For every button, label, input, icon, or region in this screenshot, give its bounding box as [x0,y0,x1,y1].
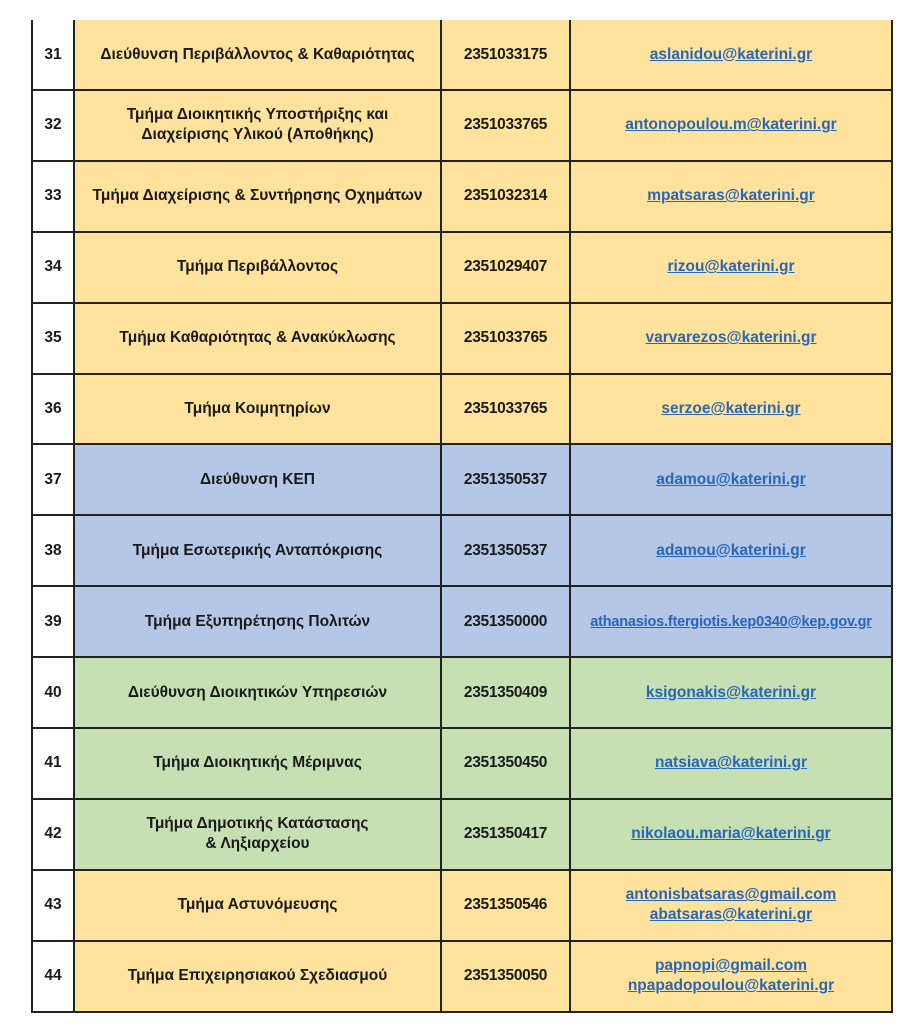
row-number: 37 [33,445,75,514]
row-number: 42 [33,800,75,869]
table-row [33,89,891,160]
email-cell [571,658,891,727]
email-cell [571,91,891,160]
table-row [33,20,891,89]
phone-number: 2351350417 [442,800,571,869]
email-cell [571,20,891,89]
table-row [33,798,891,869]
phone-number: 2351033175 [442,20,571,89]
department-name [75,162,442,231]
department-name-line: Τμήμα Περιβάλλοντος [176,258,339,276]
department-name-line: Τμήμα Διοικητικής Μέριμνας [153,754,362,772]
email-cell [571,800,891,869]
department-name-line: Τμήμα Αστυνόμευσης [177,896,338,914]
row-number: 36 [33,375,75,444]
department-name-line: Τμήμα Διοικητικής Υποστήριξης και [126,106,389,124]
department-name [75,800,442,869]
department-name [75,516,442,585]
row-number: 41 [33,729,75,798]
department-name [75,587,442,656]
department-name-line: Τμήμα Δημοτικής Κατάστασης [146,815,369,833]
table-row [33,302,891,373]
table-row [33,373,891,444]
email-cell [571,162,891,231]
row-number: 35 [33,304,75,373]
row-number: 40 [33,658,75,727]
email-link[interactable]: antonopoulou.m@katerini.gr [625,116,837,134]
email-link[interactable]: serzoe@katerini.gr [661,400,801,417]
email-link[interactable]: aslanidou@katerini.gr [649,45,813,63]
row-number: 39 [33,587,75,656]
email-cell [571,516,891,585]
email-cell [571,445,891,514]
email-link[interactable]: varvarezos@katerini.gr [645,329,817,347]
department-name [75,445,442,514]
email-cell [571,587,891,656]
email-link[interactable]: nikolaou.maria@katerini.gr [631,825,831,843]
department-name-line: Διεύθυνση Περιβάλλοντος & Καθαριότητας [100,45,415,63]
department-name [75,729,442,798]
department-name [75,233,442,302]
department-name-line: Διεύθυνση ΚΕΠ [200,470,315,488]
department-name [75,871,442,940]
department-name [75,658,442,727]
department-name [75,942,442,1011]
email-cell [571,233,891,302]
row-number: 33 [33,162,75,231]
email-cell [571,729,891,798]
table-row [33,585,891,656]
email-cell [571,304,891,373]
department-name [75,91,442,160]
email-link[interactable]: rizou@katerini.gr [667,258,795,276]
phone-number: 2351350000 [442,587,571,656]
email-link[interactable]: athanasios.ftergiotis.kep0340@kep.gov.gr [590,613,872,630]
email-cell [571,942,891,1011]
phone-number: 2351033765 [442,304,571,373]
table-row [33,160,891,231]
department-name [75,375,442,444]
department-name [75,304,442,373]
department-name-line: Τμήμα Επιχειρησιακού Σχεδιασμού [127,967,388,985]
email-cell [571,375,891,444]
row-number: 43 [33,871,75,940]
phone-number: 2351029407 [442,233,571,302]
department-name-line: Διαχείρισης Υλικού (Αποθήκης) [141,126,374,144]
email-link[interactable]: papnopi@gmail.com [654,957,808,975]
phone-number: 2351033765 [442,91,571,160]
table-row [33,656,891,727]
phone-number: 2351350450 [442,729,571,798]
row-number: 44 [33,942,75,1011]
department-name [75,20,442,89]
department-name-line: & Ληξιαρχείου [205,835,310,853]
email-link[interactable]: natsiava@katerini.gr [654,754,808,772]
table-row [33,231,891,302]
row-number: 34 [33,233,75,302]
phone-number: 2351032314 [442,162,571,231]
phone-number: 2351350050 [442,942,571,1011]
table-row [33,869,891,940]
email-link[interactable]: ksigonakis@katerini.gr [645,683,817,701]
email-link[interactable]: adamou@katerini.gr [656,541,806,559]
email-link[interactable]: adamou@katerini.gr [656,470,806,488]
department-name-line: Διεύθυνση Διοικητικών Υπηρεσιών [127,683,388,701]
department-name-line: Τμήμα Καθαριότητας & Ανακύκλωσης [119,329,396,347]
phone-number: 2351350546 [442,871,571,940]
directory-table [31,20,893,1013]
table-row [33,727,891,798]
phone-number: 2351350537 [442,516,571,585]
email-link[interactable]: mpatsaras@katerini.gr [647,187,815,205]
row-number: 32 [33,91,75,160]
phone-number: 2351350409 [442,658,571,727]
table-row [33,443,891,514]
phone-number: 2351033765 [442,375,571,444]
email-cell [571,871,891,940]
table-row [33,514,891,585]
department-name-line: Τμήμα Διαχείρισης & Συντήρησης Οχημάτων [92,187,423,205]
department-name-line: Τμήμα Εσωτερικής Ανταπόκρισης [132,541,383,559]
table-row [33,940,891,1011]
row-number: 31 [33,20,75,89]
phone-number: 2351350537 [442,445,571,514]
email-link[interactable]: npapadopoulou@katerini.gr [627,977,835,995]
email-link[interactable]: antonisbatsaras@gmail.com [625,886,837,904]
row-number: 38 [33,516,75,585]
email-link[interactable]: abatsaras@katerini.gr [649,906,813,924]
department-name-line: Τμήμα Κοιμητηρίων [184,400,331,417]
department-name-line: Τμήμα Εξυπηρέτησης Πολιτών [144,612,371,630]
